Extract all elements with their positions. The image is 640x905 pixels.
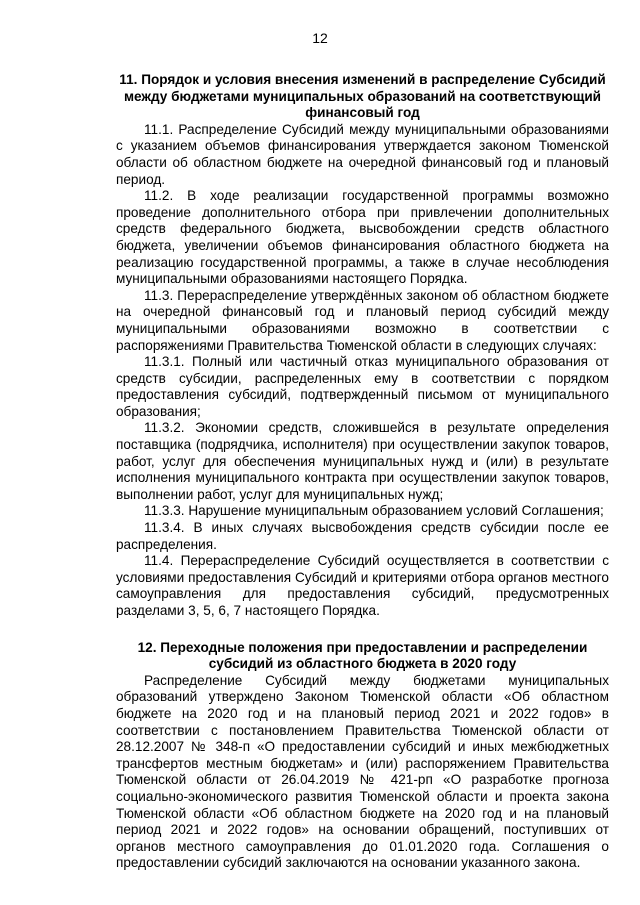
paragraph-11-3-1: 11.3.1. Полный или частичный отказ муниципального образования от средств субсидии, распределенных ему в соответствии с порядком предоставления субсидий, подтвержденный письмом от муниципального образования; — [116, 354, 609, 419]
paragraph-11-2: 11.2. В ходе реализации государственной программы возможно проведение дополнительного отбора при привлечении дополнительных средств федерального бюджета, высвобождении средств областного бюджета, увеличении объемов финансирования областного бюджета на реализацию государственной программы, а также в случае несоблюдения муниципальными образованиями настоящего Порядка. — [116, 188, 609, 287]
page-number: 12 — [312, 30, 328, 46]
paragraph-12-1: Распределение Субсидий между бюджетами муниципальных образований утверждено Законом Тюменской области «Об областном бюджете на 2020 год и на плановый период 2021 и 2022 годов» в соответствии с постановлением Правительства Тюменской области от 28.12.2007 № 348-п «О предоставлении субсидий и иных межбюджетных трансфертов местным бюджетам» и (или) распоряжением Правительства Тюменской области от 26.04.2019 № 421-рп «О разработке прогноза социально-экономического развития Тюменской области и проекта закона Тюменской области «Об областном бюджете на 2020 год и на плановый период 2021 и 2022 годов» на основании обращений, поступивших от органов местного самоуправления до 01.01.2020 года. Соглашения о предоставлении субсидий заключаются на основании указанного закона. — [116, 672, 609, 871]
paragraph-11-3-3: 11.3.3. Нарушение муниципальным образованием условий Соглашения; — [144, 503, 604, 519]
paragraph-11-3-2: 11.3.2. Экономии средств, сложившейся в результате определения поставщика (подрядчика, исполнителя) при осуществлении закупок товаров, работ, услуг для обеспечения муниципальных нужд и (или) в результате исполнения муниципального контракта при осуществлении закупок товаров, выполнении работ, услуг для муниципальных нужд; — [116, 420, 609, 502]
section-spacer — [116, 620, 609, 640]
paragraph-11-3: 11.3. Перераспределение утверждённых законом об областном бюджете на очередной финансовый год и плановый период субсидий между муниципальными образованиями возможно в соответствии с распоряжениями Правительства Тюменской области в следующих случаях: — [116, 287, 609, 353]
section-11-heading: 11. Порядок и условия внесения изменений в распределение Субсидий между бюджетами муниципальных образований на соответствующий финансовый год — [119, 72, 606, 121]
section-12-heading: 12. Переходные положения при предоставлении и распределении субсидий из областного бюджета в 2020 году — [137, 639, 588, 672]
document-body — [116, 72, 609, 872]
section-11 — [116, 72, 609, 620]
paragraph-11-3-4: 11.3.4. В иных случаях высвобождения средств субсидии после ее распределения. — [116, 520, 609, 552]
paragraph-11-4: 11.4. Перераспределение Субсидий осуществляется в соответствии с условиями предоставления Субсидий и критериями отбора органов местного самоуправления для предоставления субсидий, предусмотренных разделами 3, 5, 6, 7 настоящего Порядка. — [116, 553, 609, 618]
paragraph-11-1: 11.1. Распределение Субсидий между муниципальными образованиями с указанием объемов финансирования утверждается законом Тюменской области об областном бюджете на очередной финансовый год и плановый период. — [116, 121, 609, 187]
section-12 — [116, 640, 609, 872]
